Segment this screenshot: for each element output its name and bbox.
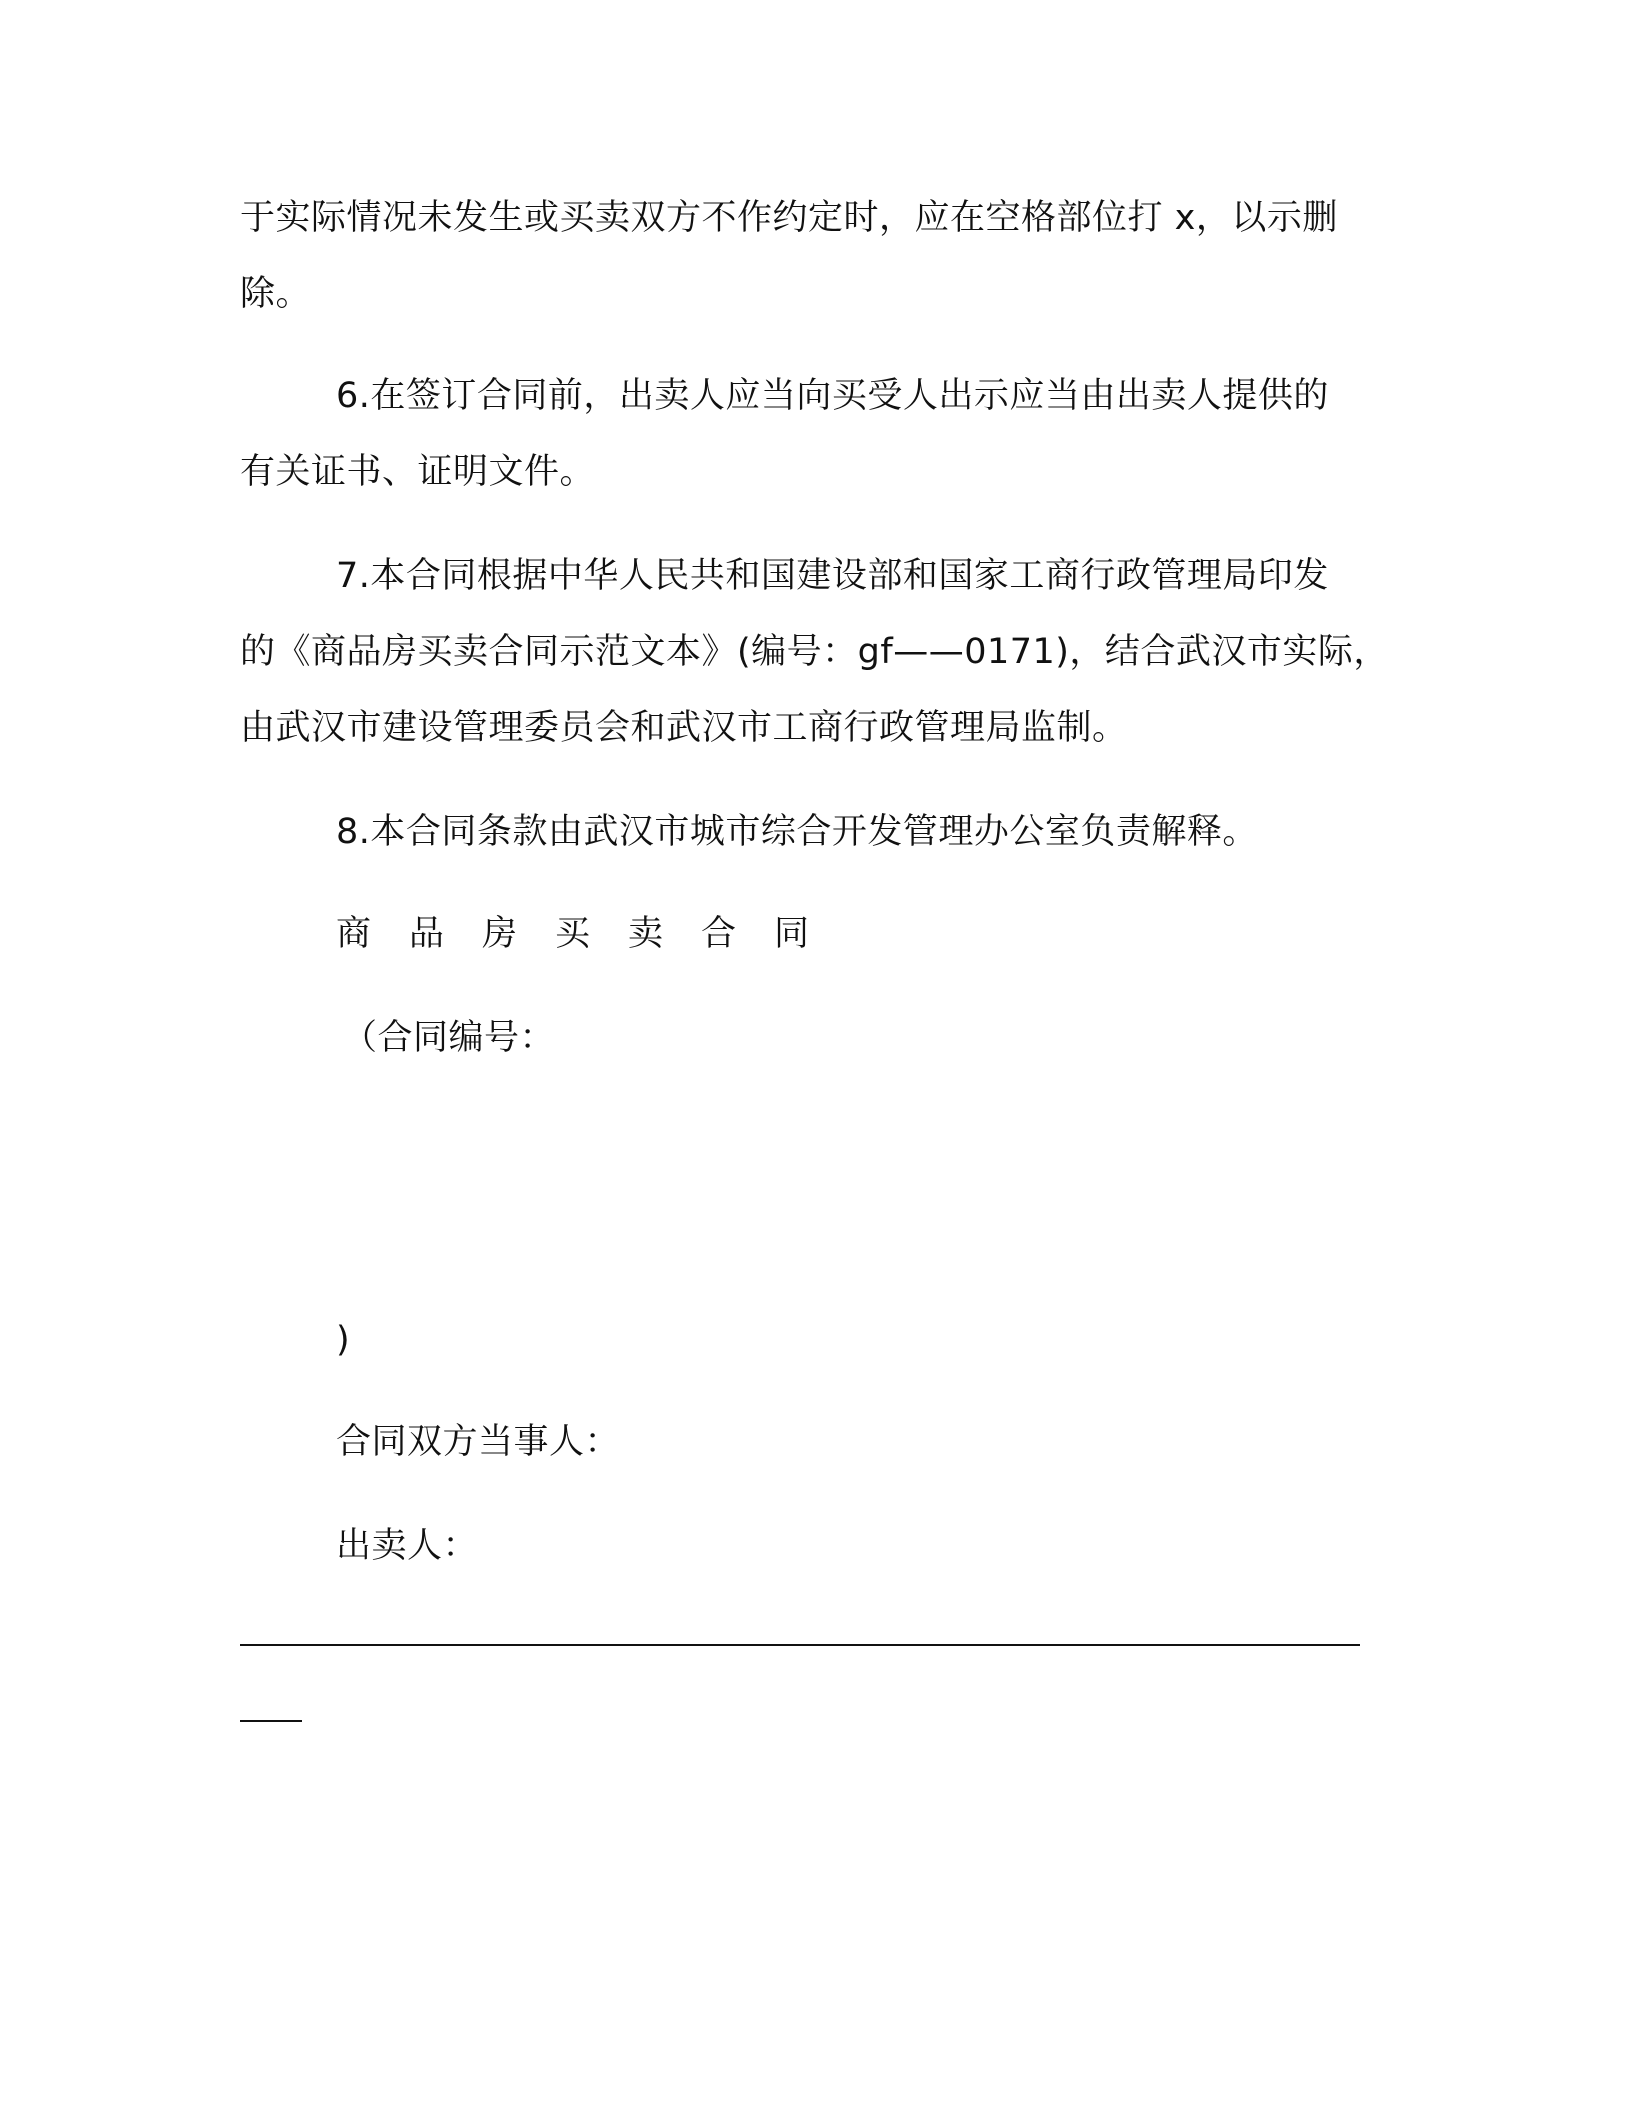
parties-label: 合同双方当事人： <box>336 1422 621 1462</box>
paragraph-6-line-1: 6.在签订合同前，出卖人应当向买受人出示应当由出卖人提供的 <box>336 376 1329 416</box>
paragraph-7-line-2: 的《商品房买卖合同示范文本》(编号：gf——0171)，结合武汉市实际， <box>240 632 1389 672</box>
seller-fill-line-continuation <box>240 1720 302 1722</box>
contract-number-close: ) <box>336 1320 351 1360</box>
paragraph-5-line-1: 于实际情况未发生或买卖双方不作约定时，应在空格部位打 x，以示删 <box>240 198 1338 238</box>
seller-fill-line <box>240 1644 1360 1646</box>
paragraph-7-line-1: 7.本合同根据中华人民共和国建设部和国家工商行政管理局印发 <box>336 556 1329 596</box>
contract-title: 商品房买卖合同 <box>336 914 848 954</box>
paragraph-7-line-3: 由武汉市建设管理委员会和武汉市工商行政管理局监制。 <box>240 708 1128 748</box>
contract-number-label: （合同编号： <box>342 1018 556 1058</box>
paragraph-6-line-2: 有关证书、证明文件。 <box>240 452 596 492</box>
paragraph-5-line-2: 除。 <box>240 274 312 314</box>
seller-label: 出卖人： <box>336 1526 479 1566</box>
paragraph-8-line-1: 8.本合同条款由武汉市城市综合开发管理办公室负责解释。 <box>336 812 1258 852</box>
